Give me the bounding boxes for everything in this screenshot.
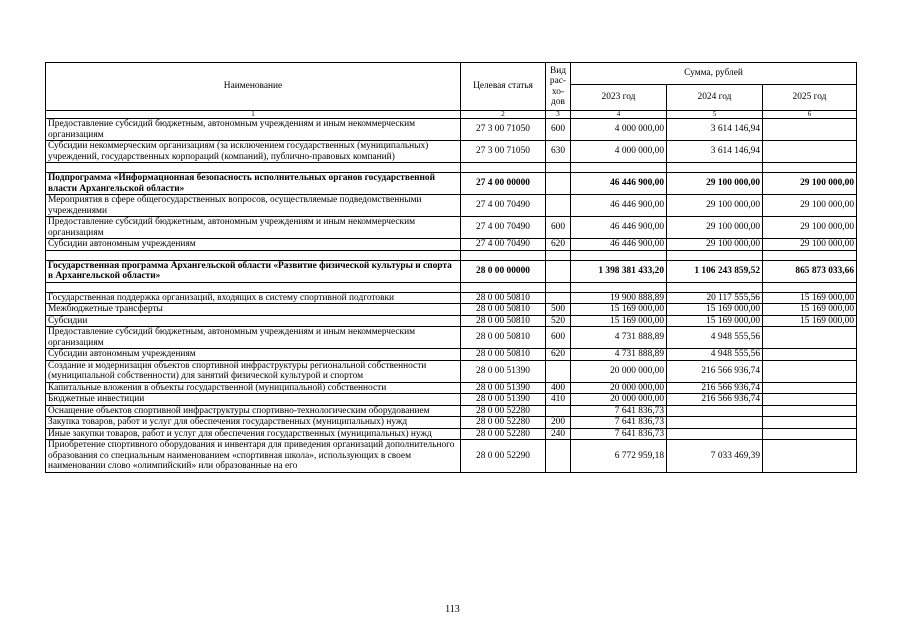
row-type: 500 xyxy=(546,304,571,316)
row-2023: 15 169 000,00 xyxy=(571,315,667,327)
row-type: 600 xyxy=(546,119,571,141)
table-row xyxy=(46,360,857,382)
row-code: 27 4 00 70490 xyxy=(461,195,546,217)
row-2024: 216 566 936,74 xyxy=(667,394,763,406)
table-row xyxy=(46,417,857,429)
column-index-row xyxy=(46,111,857,119)
row-2025 xyxy=(763,440,857,473)
row-code xyxy=(461,250,546,260)
table-row xyxy=(46,292,857,304)
row-2024: 29 100 000,00 xyxy=(667,195,763,217)
row-code: 28 0 00 50810 xyxy=(461,304,546,316)
row-2024: 3 614 146,94 xyxy=(667,119,763,141)
row-2024: 29 100 000,00 xyxy=(667,239,763,251)
row-code: 27 3 00 71050 xyxy=(461,141,546,163)
row-2023 xyxy=(571,250,667,260)
column-index: 3 xyxy=(546,111,571,119)
row-code: 28 0 00 50810 xyxy=(461,327,546,349)
row-2024: 4 948 555,56 xyxy=(667,349,763,361)
table-row xyxy=(46,440,857,473)
row-2024: 1 106 243 859,52 xyxy=(667,260,763,282)
row-name: Закупка товаров, работ и услуг для обеспечения государственных (муниципальных) нужд xyxy=(46,417,461,429)
row-2024: 15 169 000,00 xyxy=(667,304,763,316)
row-2025: 15 169 000,00 xyxy=(763,315,857,327)
row-name xyxy=(46,282,461,292)
row-2025: 15 169 000,00 xyxy=(763,304,857,316)
table-row xyxy=(46,349,857,361)
row-2025 xyxy=(763,405,857,417)
column-index: 4 xyxy=(571,111,667,119)
row-2025 xyxy=(763,141,857,163)
row-2023: 46 446 900,00 xyxy=(571,195,667,217)
row-2023: 4 000 000,00 xyxy=(571,119,667,141)
row-code: 28 0 00 52290 xyxy=(461,440,546,473)
table-row xyxy=(46,163,857,173)
row-2025 xyxy=(763,163,857,173)
row-type: 600 xyxy=(546,327,571,349)
row-name: Оснащение объектов спортивной инфраструктуры спортивно-технологическим оборудованием xyxy=(46,405,461,417)
row-code xyxy=(461,282,546,292)
table-row xyxy=(46,382,857,394)
row-2023: 4 731 888,89 xyxy=(571,327,667,349)
row-2023: 15 169 000,00 xyxy=(571,304,667,316)
row-code xyxy=(461,163,546,173)
budget-table xyxy=(45,62,857,473)
row-2025: 29 100 000,00 xyxy=(763,173,857,195)
row-2025: 29 100 000,00 xyxy=(763,239,857,251)
row-type xyxy=(546,282,571,292)
row-2023: 1 398 381 433,20 xyxy=(571,260,667,282)
row-code: 28 0 00 50810 xyxy=(461,315,546,327)
row-2024 xyxy=(667,405,763,417)
row-type: 620 xyxy=(546,239,571,251)
table-row xyxy=(46,315,857,327)
row-2025 xyxy=(763,417,857,429)
table-row xyxy=(46,260,857,282)
table-row xyxy=(46,119,857,141)
row-2025: 29 100 000,00 xyxy=(763,195,857,217)
row-name: Создание и модернизация объектов спортивной инфраструктуры региональной собственности (муниципальной собственности) для занятий физической культурой и спортом xyxy=(46,360,461,382)
row-name: Межбюджетные трансферты xyxy=(46,304,461,316)
row-2023: 20 000 000,00 xyxy=(571,394,667,406)
row-code: 28 0 00 50810 xyxy=(461,292,546,304)
row-2024: 7 033 469,39 xyxy=(667,440,763,473)
row-name: Капитальные вложения в объекты государственной (муниципальной) собственности xyxy=(46,382,461,394)
row-type xyxy=(546,260,571,282)
row-name: Субсидии некоммерческим организациям (за исключением государственных (муниципальных) учреждений, государственных корпораций (компаний), публично-правовых компаний) xyxy=(46,141,461,163)
row-type xyxy=(546,440,571,473)
row-2023: 20 000 000,00 xyxy=(571,382,667,394)
row-2024: 29 100 000,00 xyxy=(667,173,763,195)
row-code: 28 0 00 51390 xyxy=(461,394,546,406)
row-name: Иные закупки товаров, работ и услуг для обеспечения государственных (муниципальных) нужд xyxy=(46,428,461,440)
row-2024 xyxy=(667,282,763,292)
column-index: 6 xyxy=(763,111,857,119)
row-2024: 20 117 555,56 xyxy=(667,292,763,304)
row-type: 630 xyxy=(546,141,571,163)
row-2025 xyxy=(763,360,857,382)
row-name: Предоставление субсидий бюджетным, автономным учреждениям и иным некоммерческим организациям xyxy=(46,217,461,239)
row-name: Государственная поддержка организаций, входящих в систему спортивной подготовки xyxy=(46,292,461,304)
row-2025: 865 873 033,66 xyxy=(763,260,857,282)
row-name: Приобретение спортивного оборудования и инвентаря для приведения организаций дополнительного образования со специальным наименованием «спортивная школа», использующих в своем наименовании слово «олимпийский» или образованные на его xyxy=(46,440,461,473)
row-type xyxy=(546,250,571,260)
header-2023: 2023 год xyxy=(571,85,667,111)
header-2025: 2025 год xyxy=(763,85,857,111)
row-2024 xyxy=(667,428,763,440)
page-number: 113 xyxy=(445,604,460,615)
header-code: Целевая статья xyxy=(461,63,546,111)
row-2025 xyxy=(763,119,857,141)
row-2024: 4 948 555,56 xyxy=(667,327,763,349)
row-2023: 20 000 000,00 xyxy=(571,360,667,382)
table-row xyxy=(46,173,857,195)
row-type xyxy=(546,163,571,173)
row-type xyxy=(546,360,571,382)
row-type: 200 xyxy=(546,417,571,429)
row-type xyxy=(546,173,571,195)
row-name: Государственная программа Архангельской области «Развитие физической культуры и спорта в Архангельской области» xyxy=(46,260,461,282)
row-type: 240 xyxy=(546,428,571,440)
row-2024: 216 566 936,74 xyxy=(667,382,763,394)
row-2025 xyxy=(763,394,857,406)
row-name: Подпрограмма «Информационная безопасность исполнительных органов государственной власти Архангельской области» xyxy=(46,173,461,195)
row-code: 27 4 00 70490 xyxy=(461,239,546,251)
row-2023: 7 641 836,73 xyxy=(571,417,667,429)
row-2024: 216 566 936,74 xyxy=(667,360,763,382)
row-type xyxy=(546,292,571,304)
table-row xyxy=(46,239,857,251)
row-2025 xyxy=(763,349,857,361)
row-2023: 7 641 836,73 xyxy=(571,405,667,417)
table-body xyxy=(46,119,857,473)
header-2024: 2024 год xyxy=(667,85,763,111)
row-type xyxy=(546,195,571,217)
row-2024 xyxy=(667,250,763,260)
row-2023: 46 446 900,00 xyxy=(571,239,667,251)
row-2023: 46 446 900,00 xyxy=(571,217,667,239)
row-name xyxy=(46,250,461,260)
header-sum: Сумма, рублей xyxy=(571,63,857,85)
row-2024: 29 100 000,00 xyxy=(667,217,763,239)
column-index: 2 xyxy=(461,111,546,119)
table-row xyxy=(46,195,857,217)
table-row xyxy=(46,394,857,406)
row-code: 27 3 00 71050 xyxy=(461,119,546,141)
row-2024 xyxy=(667,417,763,429)
row-2024: 15 169 000,00 xyxy=(667,315,763,327)
table-row xyxy=(46,405,857,417)
row-type: 600 xyxy=(546,217,571,239)
table-row xyxy=(46,141,857,163)
table-row xyxy=(46,428,857,440)
row-name: Субсидии автономным учреждениям xyxy=(46,349,461,361)
row-2025 xyxy=(763,282,857,292)
row-name: Бюджетные инвестиции xyxy=(46,394,461,406)
table-row xyxy=(46,304,857,316)
row-2023: 7 641 836,73 xyxy=(571,428,667,440)
row-type: 620 xyxy=(546,349,571,361)
row-name: Субсидии xyxy=(46,315,461,327)
table-row xyxy=(46,282,857,292)
row-name: Мероприятия в сфере общегосударственных вопросов, осуществляемые подведомственными учреждениями xyxy=(46,195,461,217)
row-2023: 4 000 000,00 xyxy=(571,141,667,163)
row-2025: 15 169 000,00 xyxy=(763,292,857,304)
row-name xyxy=(46,163,461,173)
row-2025 xyxy=(763,250,857,260)
row-2025: 29 100 000,00 xyxy=(763,217,857,239)
column-index: 5 xyxy=(667,111,763,119)
row-2023: 6 772 959,18 xyxy=(571,440,667,473)
row-code: 28 0 00 00000 xyxy=(461,260,546,282)
row-code: 28 0 00 51390 xyxy=(461,382,546,394)
row-code: 27 4 00 00000 xyxy=(461,173,546,195)
row-2023: 19 900 888,89 xyxy=(571,292,667,304)
header-type: Вид рас-хо-дов xyxy=(546,63,571,111)
row-code: 28 0 00 52280 xyxy=(461,428,546,440)
header-name: Наименование xyxy=(46,63,461,111)
row-2023 xyxy=(571,282,667,292)
row-2023 xyxy=(571,163,667,173)
row-code: 28 0 00 50810 xyxy=(461,349,546,361)
row-2025 xyxy=(763,382,857,394)
row-type: 410 xyxy=(546,394,571,406)
row-code: 28 0 00 52280 xyxy=(461,405,546,417)
row-2024: 3 614 146,94 xyxy=(667,141,763,163)
row-type: 400 xyxy=(546,382,571,394)
row-2025 xyxy=(763,428,857,440)
row-code: 28 0 00 51390 xyxy=(461,360,546,382)
row-name: Субсидии автономным учреждениям xyxy=(46,239,461,251)
table-row xyxy=(46,217,857,239)
row-code: 27 4 00 70490 xyxy=(461,217,546,239)
row-name: Предоставление субсидий бюджетным, автономным учреждениям и иным некоммерческим организациям xyxy=(46,327,461,349)
row-2024 xyxy=(667,163,763,173)
row-2025 xyxy=(763,327,857,349)
row-2023: 4 731 888,89 xyxy=(571,349,667,361)
row-code: 28 0 00 52280 xyxy=(461,417,546,429)
column-index: 1 xyxy=(46,111,461,119)
table-row xyxy=(46,327,857,349)
row-name: Предоставление субсидий бюджетным, автономным учреждениям и иным некоммерческим организациям xyxy=(46,119,461,141)
row-type xyxy=(546,405,571,417)
row-type: 520 xyxy=(546,315,571,327)
table-row xyxy=(46,250,857,260)
row-2023: 46 446 900,00 xyxy=(571,173,667,195)
